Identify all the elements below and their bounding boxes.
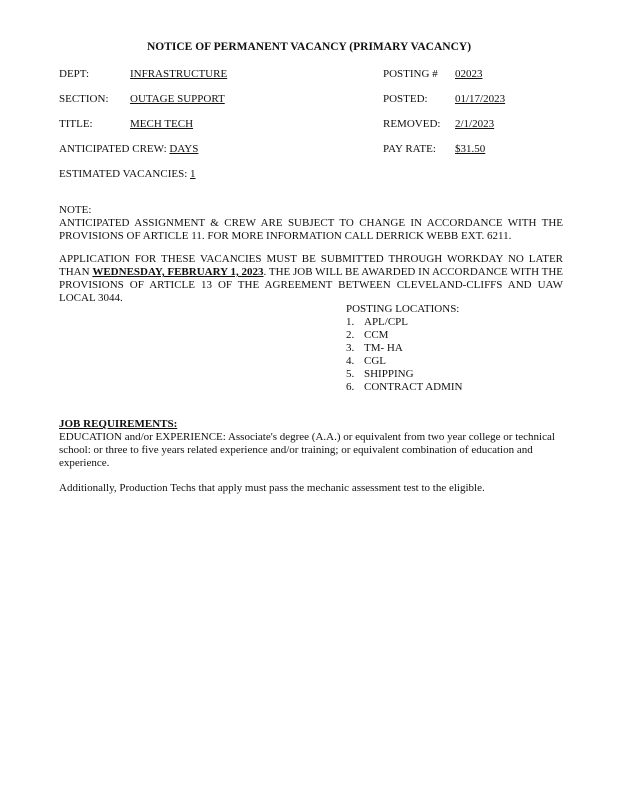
vacancies-value: 1 [190, 168, 196, 180]
posted-value: 01/17/2023 [455, 93, 506, 105]
dept-label: DEPT: [59, 68, 90, 80]
application-deadline: WEDNESDAY, FEBRUARY 1, 2023 [92, 266, 264, 278]
application-paragraph [59, 253, 563, 305]
page-title: NOTICE OF PERMANENT VACANCY (PRIMARY VACANCY) [146, 41, 472, 53]
list-item: 2. CCM [346, 329, 389, 342]
crew-label: ANTICIPATED CREW: [59, 143, 167, 155]
education-requirements: EDUCATION and/or EXPERIENCE: Associate's degree (A.A.) or equivalent from two year college or technical school: or three to five years related experience and/or training; or equivalent combination of education and experience. [59, 431, 555, 469]
note-text: ANTICIPATED ASSIGNMENT & CREW ARE SUBJECT TO CHANGE IN ACCORDANCE WITH THE PROVISIONS OF ARTICLE 11. FOR MORE INFORMATION CALL DERRICK WEBB EXT. 6211. [59, 217, 563, 242]
note-label: NOTE: [59, 204, 92, 216]
title-value: MECH TECH [130, 118, 194, 130]
application-text-before: APPLICATION FOR THESE VACANCIES MUST BE SUBMITTED THROUGH WORKDAY NO LATER THAN [59, 253, 563, 278]
pay-rate-label: PAY RATE: [383, 143, 436, 155]
posted-label: POSTED: [383, 93, 428, 105]
removed-label: REMOVED: [383, 118, 441, 130]
posting-label: POSTING # [383, 68, 438, 80]
application-text-after: . THE JOB WILL BE AWARDED IN ACCORDANCE WITH THE PROVISIONS OF ARTICLE 13 OF THE AGREEMENT BETWEEN CLEVELAND-CLIFFS AND UAW LOCAL 3044. [59, 266, 563, 304]
removed-value: 2/1/2023 [455, 118, 495, 130]
job-requirements-heading: JOB REQUIREMENTS: [59, 418, 178, 430]
posting-locations-heading: POSTING LOCATIONS: [346, 303, 460, 315]
list-item: 5. SHIPPING [346, 368, 414, 381]
estimated-vacancies [59, 168, 196, 181]
vacancies-label: ESTIMATED VACANCIES: [59, 168, 188, 180]
posting-value: 02023 [455, 68, 483, 80]
anticipated-crew [59, 143, 198, 156]
list-item: 6. CONTRACT ADMIN [346, 381, 463, 394]
list-item: 3. TM- HA [346, 342, 403, 355]
crew-value: DAYS [169, 143, 199, 155]
section-value: OUTAGE SUPPORT [130, 93, 225, 105]
dept-value: INFRASTRUCTURE [130, 68, 228, 80]
list-item: 1. APL/CPL [346, 316, 409, 328]
posting-locations-list [346, 316, 463, 395]
section-label: SECTION: [59, 93, 109, 105]
list-item: 4. CGL [346, 355, 386, 368]
title-label: TITLE: [59, 118, 93, 130]
pay-rate-value: $31.50 [455, 143, 486, 155]
additional-requirements: Additionally, Production Techs that apply must pass the mechanic assessment test to the eligible. [59, 482, 485, 494]
